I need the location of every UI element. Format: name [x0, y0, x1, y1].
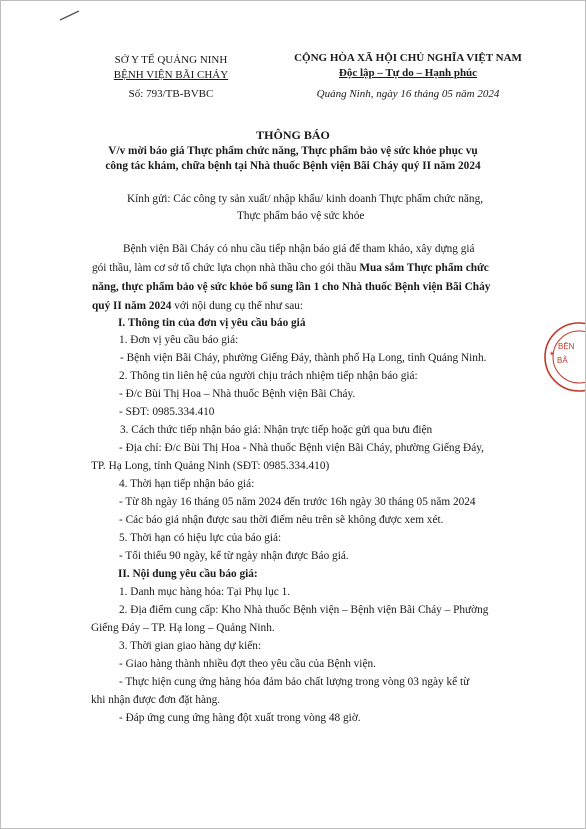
intro-line-2: gói thầu, làm cơ sở tổ chức lựa chọn nhà thầu cho gói thầu Mua sắm Thực phẩm chức [92, 262, 489, 274]
department-name: SỞ Y TẾ QUẢNG NINH [114, 54, 228, 66]
section1-line: 2. Thông tin liên hệ của người chịu trách nhiệm tiếp nhận báo giá: [119, 370, 418, 382]
seal-text-top: BỆN [558, 342, 575, 351]
seal-text-bottom: BÃ [557, 356, 568, 365]
section1-line: 1. Đơn vị yêu cầu báo giá: [119, 334, 239, 346]
recipient-line-2: Thực phẩm bảo vệ sức khỏe [237, 210, 365, 222]
national-motto: Độc lập – Tự do – Hạnh phúc [338, 67, 478, 79]
issuer-block [101, 53, 241, 102]
subject-line-1: V/v mời báo giá Thực phẩm chức năng, Thực phẩm bảo vệ sức khỏe phục vụ [108, 145, 478, 157]
section1-line: - Đ/c Bùi Thị Hoa – Nhà thuốc Bệnh viện Bãi Cháy. [119, 388, 356, 400]
recipient-line-1: Kính gửi: Các công ty sản xuất/ nhập khẩu/ kinh doanh Thực phẩm chức năng, [127, 193, 484, 205]
section1-heading: I. Thông tin của đơn vị yêu cầu báo giá [118, 317, 306, 329]
pen-stroke-mark [59, 9, 81, 23]
section1-line: - Từ 8h ngày 16 tháng 05 năm 2024 đến trước 16h ngày 30 tháng 05 năm 2024 [119, 496, 476, 508]
section2-line: - Đáp ứng cung ứng hàng đột xuất trong vòng 48 giờ. [119, 712, 361, 724]
intro-line-4: quý II năm 2024 với nội dung cụ thể như sau: [92, 300, 304, 312]
issue-date: Quảng Ninh, ngày 16 tháng 05 năm 2024 [316, 88, 500, 100]
section2-line: 2. Địa điểm cung cấp: Kho Nhà thuốc Bệnh viện – Bệnh viện Bãi Cháy – Phường [119, 604, 489, 616]
intro-line-1: Bệnh viện Bãi Cháy có nhu cầu tiếp nhận báo giá để tham khảo, xây dựng giá [123, 243, 475, 255]
section1-line: - Các báo giá nhận được sau thời điểm nêu trên sẽ không được xem xét. [119, 514, 444, 526]
document-title: THÔNG BÁO [256, 128, 330, 142]
national-heading [263, 51, 553, 102]
hospital-name: BỆNH VIỆN BÃI CHÁY [113, 69, 229, 81]
section2-line: Giếng Đáy – TP. Hạ long – Quảng Ninh. [91, 622, 275, 634]
section2-line: 3. Thời gian giao hàng dự kiến: [119, 640, 262, 652]
hospital-seal-stamp [541, 319, 585, 395]
section1-line: TP. Hạ Long, tỉnh Quảng Ninh (SĐT: 0985.334.410) [91, 460, 330, 472]
section2-line: khi nhận được đơn đặt hàng. [91, 694, 221, 706]
section1-line: - SĐT: 0985.334.410 [119, 406, 215, 418]
intro-line-3: năng, thực phẩm bảo vệ sức khỏe bổ sung lần 1 cho Nhà thuốc Bệnh viện Bãi Cháy [92, 281, 491, 293]
section1-line: 5. Thời hạn có hiệu lực của báo giá: [119, 532, 282, 544]
country-name: CỘNG HÒA XÃ HỘI CHỦ NGHĨA VIỆT NAM [294, 52, 522, 64]
section1-line: - Bệnh viện Bãi Cháy, phường Giếng Đáy, thành phố Hạ Long, tỉnh Quảng Ninh. [120, 352, 487, 364]
document-number: Số: 793/TB-BVBC [128, 88, 214, 100]
section2-line: 1. Danh mục hàng hóa: Tại Phụ lục 1. [119, 586, 291, 598]
section1-line: 4. Thời hạn tiếp nhận báo giá: [119, 478, 255, 490]
section2-line: - Thực hiện cung ứng hàng hóa đảm bảo chất lượng trong vòng 03 ngày kể từ [119, 676, 470, 688]
seal-star: ✶ [549, 350, 555, 358]
section2-line: - Giao hàng thành nhiều đợt theo yêu cầu của Bệnh viện. [119, 658, 376, 670]
section1-line: 3. Cách thức tiếp nhận báo giá: Nhận trực tiếp hoặc gửi qua bưu điện [120, 424, 433, 436]
section2-heading: II. Nội dung yêu cầu báo giá: [118, 568, 258, 580]
section1-line: - Địa chỉ: Đ/c Bùi Thị Hoa - Nhà thuốc Bệnh viện Bãi Cháy, phường Giếng Đáy, [119, 442, 484, 454]
subject-line-2: công tác khám, chữa bệnh tại Nhà thuốc Bệnh viện Bãi Cháy quý II năm 2024 [105, 160, 481, 172]
section1-line: - Tối thiểu 90 ngày, kể từ ngày nhận được Báo giá. [119, 550, 349, 562]
